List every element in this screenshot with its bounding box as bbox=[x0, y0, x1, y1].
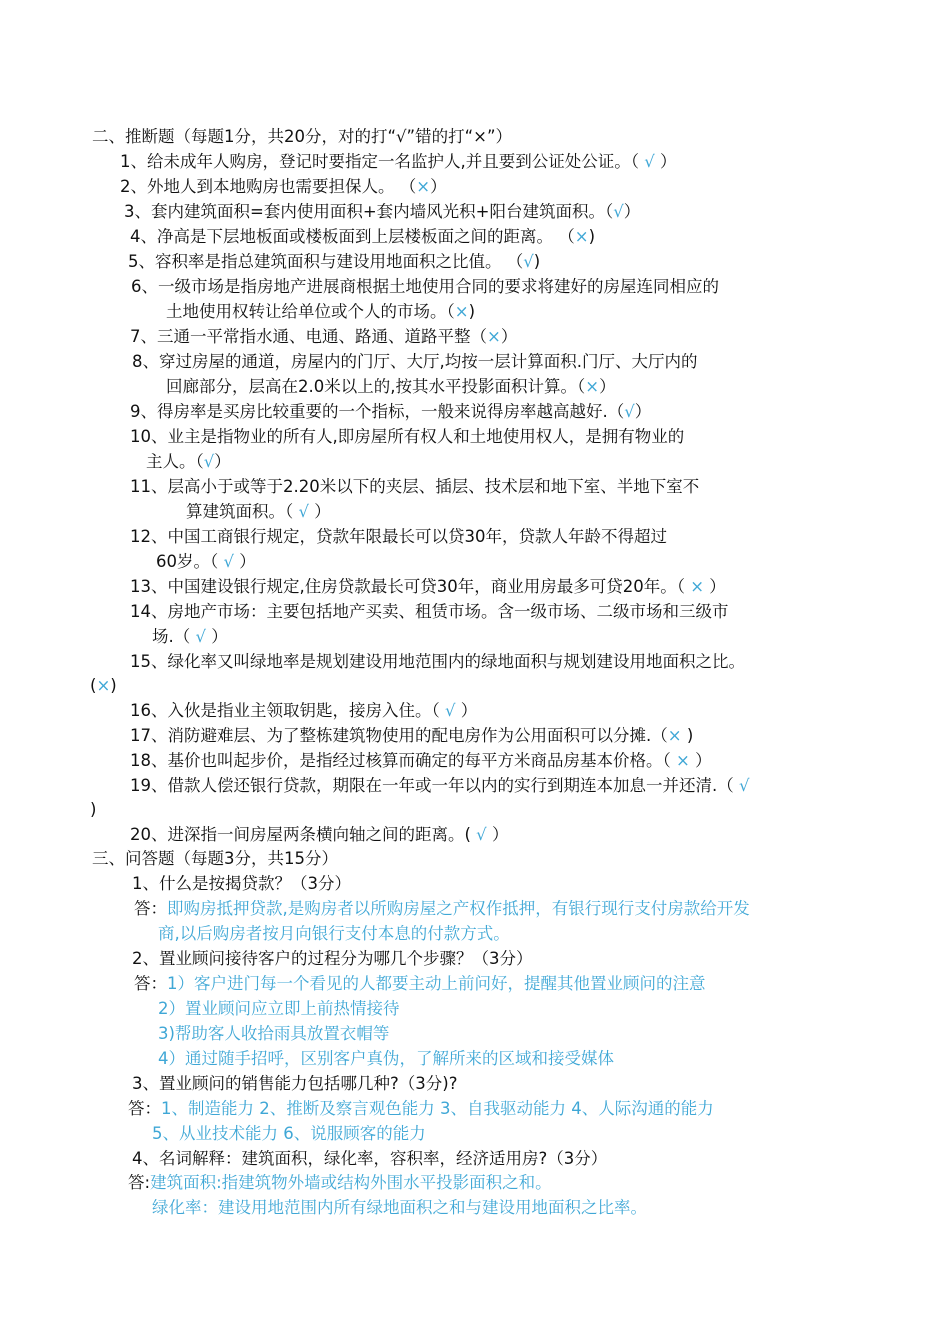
judgement-line bbox=[130, 601, 729, 623]
answer-text: √ bbox=[298, 502, 310, 521]
answer-text: × bbox=[454, 302, 469, 321]
question-text: 17、消防避难层、为了整栋建筑物使用的配电房作为公用面积可以分摊.（ bbox=[130, 726, 668, 745]
judgement-line bbox=[130, 426, 684, 448]
question-text: 4、净高是下层地板面或楼板面到上层楼板面之间的距离。 （ bbox=[130, 227, 575, 246]
answer-text: × bbox=[487, 327, 501, 346]
answer-text: × bbox=[416, 177, 431, 196]
section-3-title: 三、问答题（每题3分，共15分） bbox=[92, 849, 338, 868]
question-text: 算建筑面积。（ bbox=[186, 502, 299, 521]
closing-text: ） bbox=[234, 552, 256, 571]
answer-text: √ bbox=[470, 825, 487, 844]
answer-text: 1、制造能力 2、推断及察言观色能力 3、自我驱动能力 4、人际沟通的能力 bbox=[161, 1099, 714, 1118]
closing-text: ） bbox=[486, 825, 509, 844]
closing-text: ) bbox=[468, 302, 476, 321]
question-text: 6、一级市场是指房地产进展商根据土地使用合同的要求将建好的房屋连同相应的 bbox=[131, 277, 719, 296]
judgement-line bbox=[130, 326, 517, 348]
qa-line bbox=[134, 973, 706, 995]
judgement-line bbox=[131, 276, 719, 298]
question-text: 9、得房率是买房比较重要的一个指标，一般来说得房率越高越好.（ bbox=[130, 402, 625, 421]
question-text: 11、层高小于或等于2.20米以下的夹层、插层、技术层和地下室、半地下室不 bbox=[130, 477, 700, 496]
answer-text: × bbox=[585, 377, 600, 396]
answer-text: √ bbox=[523, 252, 534, 271]
closing-text: ) bbox=[533, 252, 541, 271]
answer-text: √ bbox=[445, 701, 456, 720]
judgement-line bbox=[132, 351, 698, 373]
qa-line bbox=[132, 1148, 607, 1170]
judgement-line bbox=[166, 376, 616, 398]
qa-line bbox=[128, 1098, 714, 1120]
judgement-line bbox=[186, 501, 331, 523]
closing-text: ） bbox=[430, 177, 447, 196]
question-text: 场.（ bbox=[152, 627, 196, 646]
question-text: 2、置业顾问接待客户的过程分为哪几个步骤？（3分） bbox=[132, 949, 533, 968]
question-text: 19、借款人偿还银行贷款，期限在一年或一年以内的实行到期连本加息一并还清.（ bbox=[130, 776, 739, 795]
answer-text: √ bbox=[203, 452, 215, 471]
qa-line bbox=[158, 1023, 389, 1045]
answer-text: √ bbox=[223, 552, 235, 571]
qa-line bbox=[132, 873, 351, 895]
answer-text: × bbox=[676, 751, 690, 770]
closing-text: ） bbox=[623, 202, 641, 221]
judgement-line bbox=[124, 201, 640, 223]
judgement-line bbox=[156, 551, 256, 573]
judgement-line bbox=[130, 725, 693, 747]
judgement-line bbox=[90, 675, 117, 697]
question-text: 60岁。（ bbox=[156, 552, 224, 571]
answer-text: × bbox=[667, 726, 682, 745]
qa-line bbox=[152, 1123, 426, 1145]
judgement-line bbox=[120, 176, 447, 198]
answer-text: 商,以后购房者按月向银行支付本息的付款方式。 bbox=[158, 924, 510, 943]
answer-text: 5、从业技术能力 6、说服顾客的能力 bbox=[152, 1124, 426, 1143]
answer-text: 建筑面积:指建筑物外墙或结构外围水平投影面积之和。 bbox=[150, 1173, 552, 1192]
answer-text: × bbox=[574, 227, 589, 246]
question-text: 12、中国工商银行规定，贷款年限最长可以贷30年，贷款人年龄不得超过 bbox=[130, 527, 667, 546]
question-text: 1、什么是按揭贷款？（3分） bbox=[132, 874, 351, 893]
closing-text: ) bbox=[588, 227, 596, 246]
question-text: 5、容积率是指总建筑面积与建设用地面积之比值。 （ bbox=[128, 252, 524, 271]
question-text: 答： bbox=[134, 899, 167, 918]
qa-line bbox=[152, 1197, 647, 1219]
question-text: 答： bbox=[128, 1099, 161, 1118]
qa-line bbox=[128, 1172, 552, 1194]
question-text: 3、置业顾问的销售能力包括哪几种?（3分)? bbox=[132, 1074, 458, 1093]
judgement-line bbox=[166, 301, 475, 323]
judgement-line bbox=[130, 775, 750, 797]
question-text: 14、房地产市场：主要包括地产买卖、租赁市场。含一级市场、二级市场和三级市 bbox=[130, 602, 729, 621]
closing-text: ） bbox=[455, 701, 478, 720]
answer-text: × bbox=[690, 577, 705, 596]
closing-text: ） bbox=[704, 577, 726, 596]
qa-line bbox=[132, 948, 533, 970]
answer-text: 3)帮助客人收拾雨具放置衣帽等 bbox=[158, 1024, 390, 1043]
judgement-line bbox=[130, 401, 651, 423]
question-text: 16、入伙是指业主领取钥匙，接房入住。（ bbox=[130, 701, 445, 720]
answer-text: × bbox=[96, 676, 111, 695]
question-text: 2、外地人到本地购房也需要担保人。 （ bbox=[120, 177, 417, 196]
question-text: 8、穿过房屋的通道，房屋内的门厅、大厅,均按一层计算面积.门厅、大厅内的 bbox=[132, 352, 698, 371]
judgement-line bbox=[90, 799, 96, 821]
judgement-line bbox=[128, 251, 540, 273]
closing-text: ） bbox=[500, 327, 518, 346]
question-text: 答: bbox=[128, 1173, 151, 1192]
judgement-line bbox=[130, 700, 477, 722]
closing-text: ) bbox=[110, 676, 117, 695]
judgement-line bbox=[130, 576, 726, 598]
question-text: 4、名词解释：建筑面积，绿化率，容积率，经济适用房?（3分） bbox=[132, 1149, 608, 1168]
question-text: 10、业主是指物业的所有人,即房屋所有权人和土地使用权人，是拥有物业的 bbox=[130, 427, 685, 446]
question-text: 主人。（ bbox=[146, 452, 204, 471]
question-text: ) bbox=[90, 800, 97, 819]
question-text: 土地使用权转让给单位或个人的市场。（ bbox=[166, 302, 455, 321]
answer-text: 绿化率：建设用地范围内所有绿地面积之和与建设用地面积之比率。 bbox=[152, 1198, 647, 1217]
judgement-line bbox=[152, 626, 228, 648]
answer-text: √ bbox=[739, 776, 750, 795]
question-text: 18、基价也叫起步价，是指经过核算而确定的每平方米商品房基本价格。（ bbox=[130, 751, 676, 770]
question-text: 答： bbox=[134, 974, 167, 993]
question-text: 3、套内建筑面积=套内使用面积+套内墙风光积+阳台建筑面积。（ bbox=[124, 202, 614, 221]
closing-text: ） bbox=[689, 751, 712, 770]
closing-text: ） bbox=[634, 402, 652, 421]
answer-text: √ bbox=[613, 202, 624, 221]
closing-text: ） bbox=[654, 152, 677, 171]
answer-text: 即购房抵押贷款,是购房者以所购房屋之产权作抵押，有银行现行支付房款给开发 bbox=[167, 899, 750, 918]
answer-text: √ bbox=[624, 402, 635, 421]
judgement-line bbox=[130, 476, 699, 498]
qa-line bbox=[158, 923, 510, 945]
answer-text: 2）置业顾问应立即上前热情接待 bbox=[158, 999, 400, 1018]
closing-text: ） bbox=[309, 502, 331, 521]
judgement-line bbox=[146, 451, 231, 473]
answer-text: √ bbox=[195, 627, 207, 646]
closing-text: ) bbox=[681, 726, 694, 745]
closing-text: ） bbox=[214, 452, 231, 471]
answer-text: √ bbox=[639, 152, 655, 171]
closing-text: ） bbox=[206, 627, 228, 646]
question-text: 15、绿化率又叫绿地率是规划建设用地范围内的绿地面积与规划建设用地面积之比。 bbox=[130, 652, 745, 671]
question-text: 20、进深指一间房屋两条横向轴之间的距离。( bbox=[130, 825, 471, 844]
closing-text: ） bbox=[599, 377, 616, 396]
qa-line bbox=[134, 898, 750, 920]
qa-line bbox=[158, 998, 400, 1020]
qa-line bbox=[158, 1048, 614, 1070]
judgement-line bbox=[130, 824, 508, 846]
judgement-line bbox=[130, 651, 745, 673]
qa-line bbox=[132, 1073, 457, 1095]
question-text: 13、中国建设银行规定,住房贷款最长可贷30年，商业用房最多可贷20年。（ bbox=[130, 577, 691, 596]
judgement-line bbox=[120, 151, 677, 173]
answer-text: 4）通过随手招呼，区别客户真伪，了解所来的区域和接受媒体 bbox=[158, 1049, 614, 1068]
question-text: 7、三通一平常指水通、电通、路通、道路平整（ bbox=[130, 327, 487, 346]
judgement-line bbox=[130, 526, 667, 548]
section-2-title: 二、推断题（每题1分，共20分，对的打“√”错的打“×”） bbox=[92, 127, 513, 146]
answer-text: 1）客户进门每一个看见的人都要主动上前问好，提醒其他置业顾问的注意 bbox=[167, 974, 706, 993]
question-text: 1、给未成年人购房，登记时要指定一名监护人,并且要到公证处公证。（ bbox=[120, 152, 639, 171]
question-text: 回廊部分，层高在2.0米以上的,按其水平投影面积计算。（ bbox=[166, 377, 586, 396]
judgement-line bbox=[130, 226, 595, 248]
judgement-line bbox=[130, 750, 712, 772]
question-text: ( bbox=[90, 676, 97, 695]
